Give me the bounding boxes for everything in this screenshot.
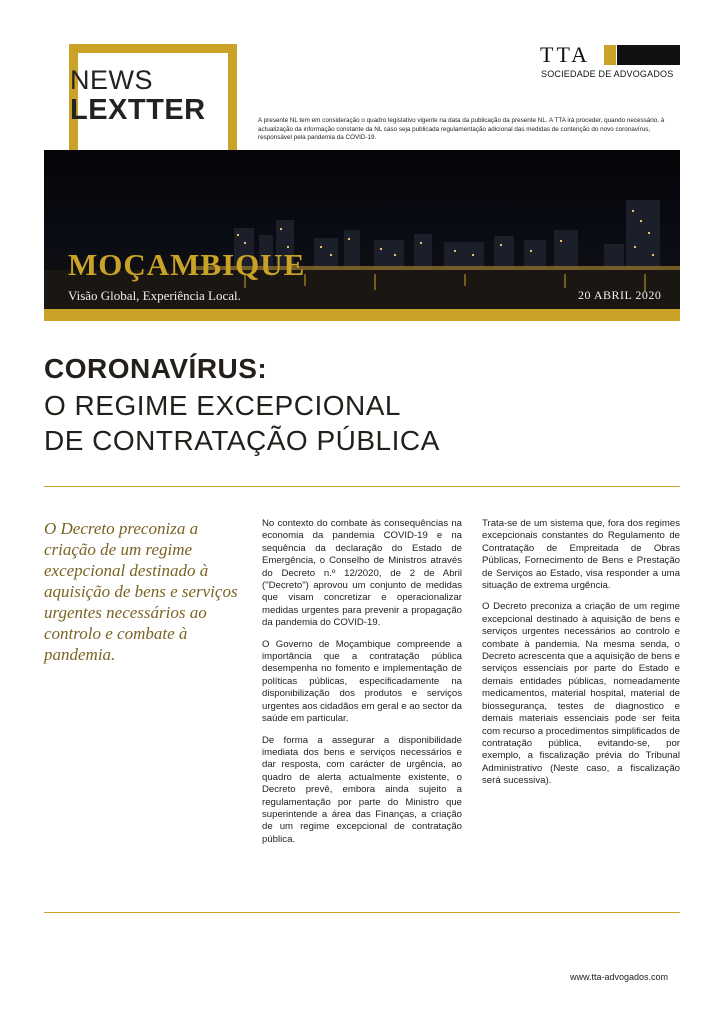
newsletter-title-line1: NEWS bbox=[70, 65, 153, 95]
banner-gold-strip bbox=[44, 309, 680, 321]
logo-subtitle: SOCIEDADE DE ADVOGADOS bbox=[541, 69, 674, 79]
logo-bar-black bbox=[617, 45, 680, 65]
article-title-line2: O REGIME EXCEPCIONAL bbox=[44, 390, 401, 421]
paragraph: O Governo de Moçambique compreende a importância que a contratação pública desempenha no fomento e implementação de políticas públicas, especificadamente na disponibilização dos produtos e serviços urgentes aos cidadãos em geral e ao sector da saúde em particular. bbox=[262, 638, 462, 725]
article-title-line3: DE CONTRATAÇÃO PÚBLICA bbox=[44, 425, 440, 456]
country-heading: MOÇAMBIQUE bbox=[68, 247, 306, 282]
paragraph: No contexto do combate às consequências na economia da pandemia COVID-19 e na sequência da declaração do Estado de Emergência, o Conselho de Ministros através do Decreto n.º 12/2020, de 2 de Abril ("Decreto") aprovou um conjunto de medidas que visam concretizar e operacionalizar medidas urgentes para prevenir a propagação da pandemia do COVID-19. bbox=[262, 518, 462, 629]
logo-bar-gold bbox=[604, 45, 616, 65]
footer-divider bbox=[44, 912, 680, 913]
pull-quote: O Decreto preconiza a criação de um regime excepcional destinado à aquisição de bens e serviços urgentes necessários ao controlo e combate à pandemia. bbox=[44, 519, 238, 664]
city-skyline-image bbox=[44, 150, 680, 309]
article-column-2 bbox=[482, 518, 680, 797]
paragraph: De forma a assegurar a disponibilidade imediata dos bens e serviços necessários e dar resposta, com carácter de urgência, ao quadro de alerta actualmente existente, o Decreto prevê, embora ainda sujeito a regulamentação por parte do Ministro que superintende a área das Finanças, a criação de um regime excepcional de contratação pública. bbox=[262, 734, 462, 845]
city-night-banner bbox=[44, 150, 680, 309]
title-divider bbox=[44, 486, 680, 487]
article-column-1 bbox=[262, 518, 462, 855]
paragraph: Trata-se de um sistema que, fora dos regimes excepcionais constantes do Regulamento de Contratação de Empreitada de Obras Públicas, Fornecimento de Bens e Prestação de Serviços ao Estado, visa responder a uma situação de extrema urgência. bbox=[482, 518, 680, 592]
publication-date: 20 ABRIL 2020 bbox=[578, 288, 662, 302]
disclaimer-text: A presente NL tem em consideração o quadro legislativo vigente na data da publicação da presente NL. A TTA irá proceder, quando necessário, à actualização da informação constante da NL caso seja publicada regulamentação adicional das medidas de contenção do novo coronavírus, responsável pela pandemia da COVID-19. bbox=[258, 117, 665, 141]
paragraph: O Decreto preconiza a criação de um regime excepcional destinado à aquisição de bens e serviços urgentes necessários ao controlo e combate à pandemia. Na mesma senda, o Decreto acrescenta que a aquisição de bens e serviços essenciais por parte do Estado e demais entidades públicas, nomeadamente medicamentos, material hospital, material de biossegurança, testes de diagnostico e demais materiais essenciais pode ser feita com recurso a procedimentos simplificados de contratação pública, evitando-se, por exemplo, a fiscalização prévia do Tribunal Administrativo (Neste caso, a fiscalização será sucessiva). bbox=[482, 601, 680, 787]
tagline: Visão Global, Experiência Local. bbox=[68, 288, 241, 303]
article-title-line1: CORONAVÍRUS: bbox=[44, 353, 268, 384]
logo-name: TTA bbox=[540, 42, 591, 67]
newsletter-title-line2: LEXTTER bbox=[70, 94, 206, 126]
website-link[interactable]: www.tta-advogados.com bbox=[570, 972, 669, 982]
